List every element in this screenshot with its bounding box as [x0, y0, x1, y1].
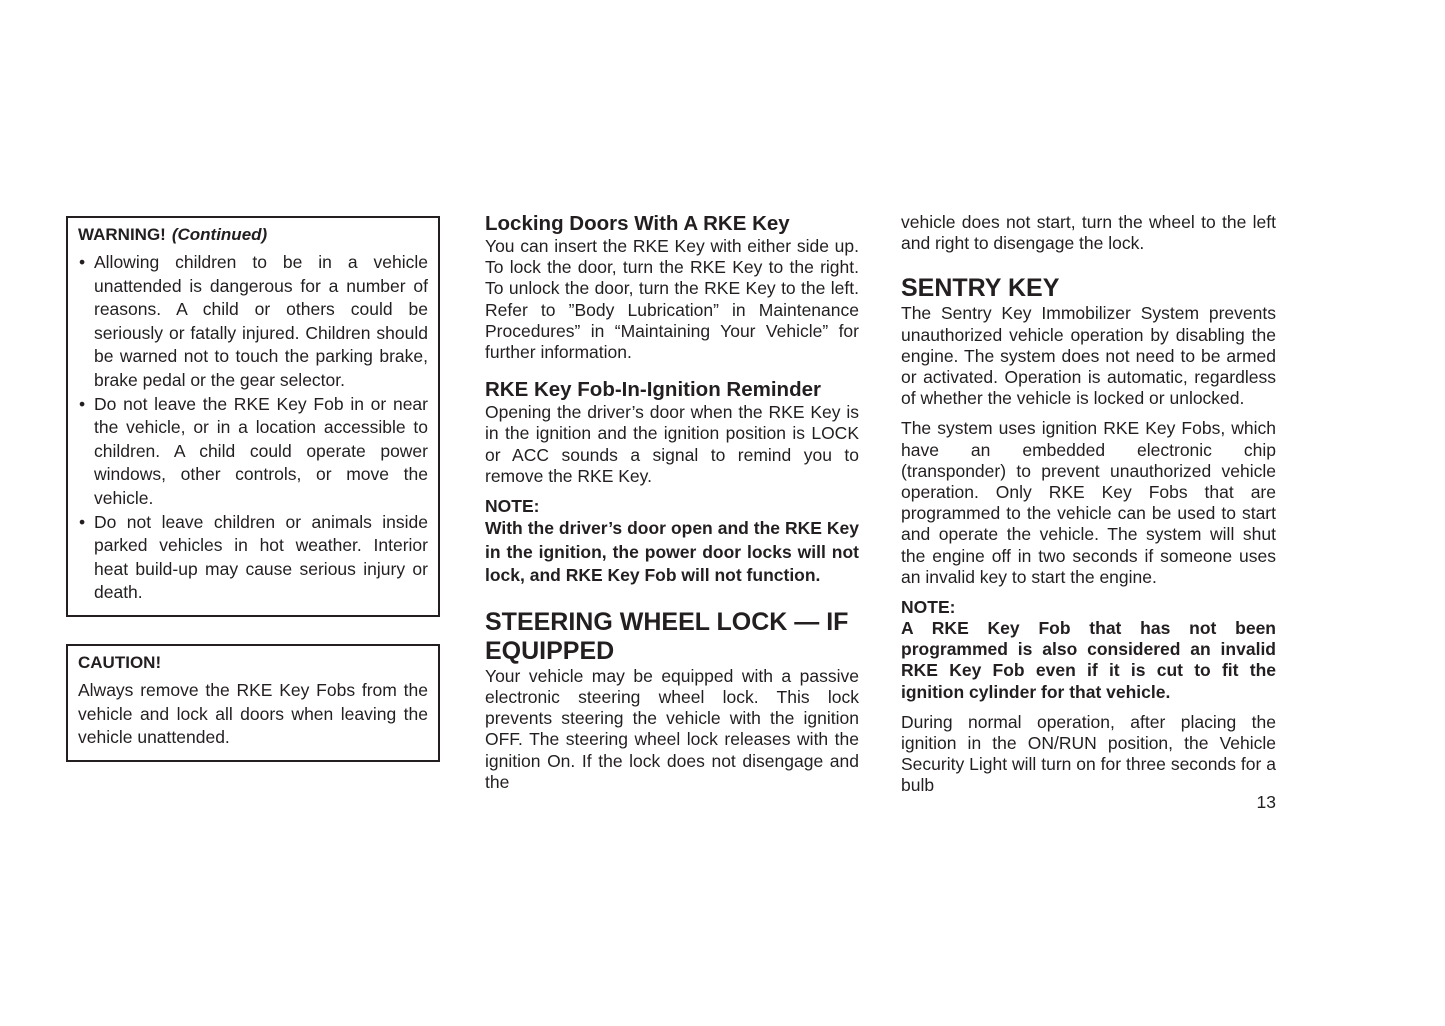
caution-box — [66, 644, 440, 762]
steering-lock-text: Your vehicle may be equipped with a passive electronic steering wheel lock. This lock prevents steering the vehicle with the ignition OFF. The steering wheel lock releases with the ignition On. If the lock does not disengage and the — [485, 665, 859, 792]
sentry-key-heading: SENTRY KEY — [901, 274, 1060, 303]
caution-title: CAUTION! — [78, 652, 162, 672]
sentry-key-paragraph: During normal operation, after placing the ignition in the ON/RUN position, the Vehicle Security Light will turn on for three seconds for a bulb — [901, 711, 1276, 796]
steering-lock-text-continued: vehicle does not start, turn the wheel to the left and right to disengage the lock. — [901, 212, 1276, 254]
warning-bullet: • Do not leave children or animals inside parked vehicles in hot weather. Interior heat build-up may cause serious injury or death. — [78, 511, 428, 605]
warning-bullet: • Do not leave the RKE Key Fob in or near the vehicle, or in a location accessible to children. A child could operate power windows, other controls, or move the vehicle. — [78, 393, 428, 511]
page-number: 13 — [1256, 792, 1276, 812]
reminder-text: Opening the driver’s door when the RKE Key is in the ignition and the ignition position is LOCK or ACC sounds a signal to remind you to remove the RKE Key. — [485, 402, 859, 486]
caution-text: Always remove the RKE Key Fobs from the vehicle and lock all doors when leaving the vehicle unattended. — [78, 679, 428, 748]
warning-continued-label: (Continued) — [171, 225, 268, 244]
locking-doors-text: You can insert the RKE Key with either side up. To lock the door, turn the RKE Key to the right. To unlock the door, turn the RKE Key to the left. Refer to ”Body Lubrication” in Maintenance Procedures” in “Maintaining Your Vehicle” for further information. — [485, 236, 859, 363]
middle-column — [485, 212, 859, 793]
warning-title — [78, 224, 428, 246]
warning-box — [66, 216, 440, 617]
warning-bullet: • Allowing children to be in a vehicle unattended is dangerous for a number of reasons. A child or others could be seriously or fatally injured. Children should be warned not to touch the parking brake, brake pedal or the gear selector. — [78, 251, 428, 393]
steering-lock-heading: STEERING WHEEL LOCK — IF EQUIPPED — [485, 607, 849, 665]
warning-bullet-list — [78, 251, 428, 605]
warning-label: WARNING! — [78, 225, 166, 244]
sentry-key-note-text: A RKE Key Fob that has not been programmed is also considered an invalid RKE Key Fob even if it is cut to fit the ignition cylinder for that vehicle. — [901, 618, 1276, 702]
reminder-heading: RKE Key Fob-In-Ignition Reminder — [485, 378, 821, 402]
sentry-key-note-label: NOTE: — [901, 597, 956, 618]
locking-doors-heading: Locking Doors With A RKE Key — [485, 212, 790, 235]
reminder-note-text: With the driver’s door open and the RKE Key in the ignition, the power door locks will not lock, and RKE Key Fob will not function. — [485, 518, 859, 586]
reminder-note-label: NOTE: — [485, 496, 540, 517]
right-column — [901, 212, 1276, 797]
left-column — [66, 212, 440, 762]
sentry-key-paragraph: The Sentry Key Immobilizer System prevents unauthorized vehicle operation by disabling the engine. The system does not need to be armed or activated. Operation is automatic, regardless of whether the vehicle is locked or unlocked. — [901, 303, 1276, 409]
sentry-key-paragraph: The system uses ignition RKE Key Fobs, which have an embedded electronic chip (transponder) to prevent unauthorized vehicle operation. Only RKE Key Fobs that are programmed to the vehicle can be used to start and operate the vehicle. The system will shut the engine off in two seconds if someone uses an invalid key to start the engine. — [901, 418, 1276, 587]
